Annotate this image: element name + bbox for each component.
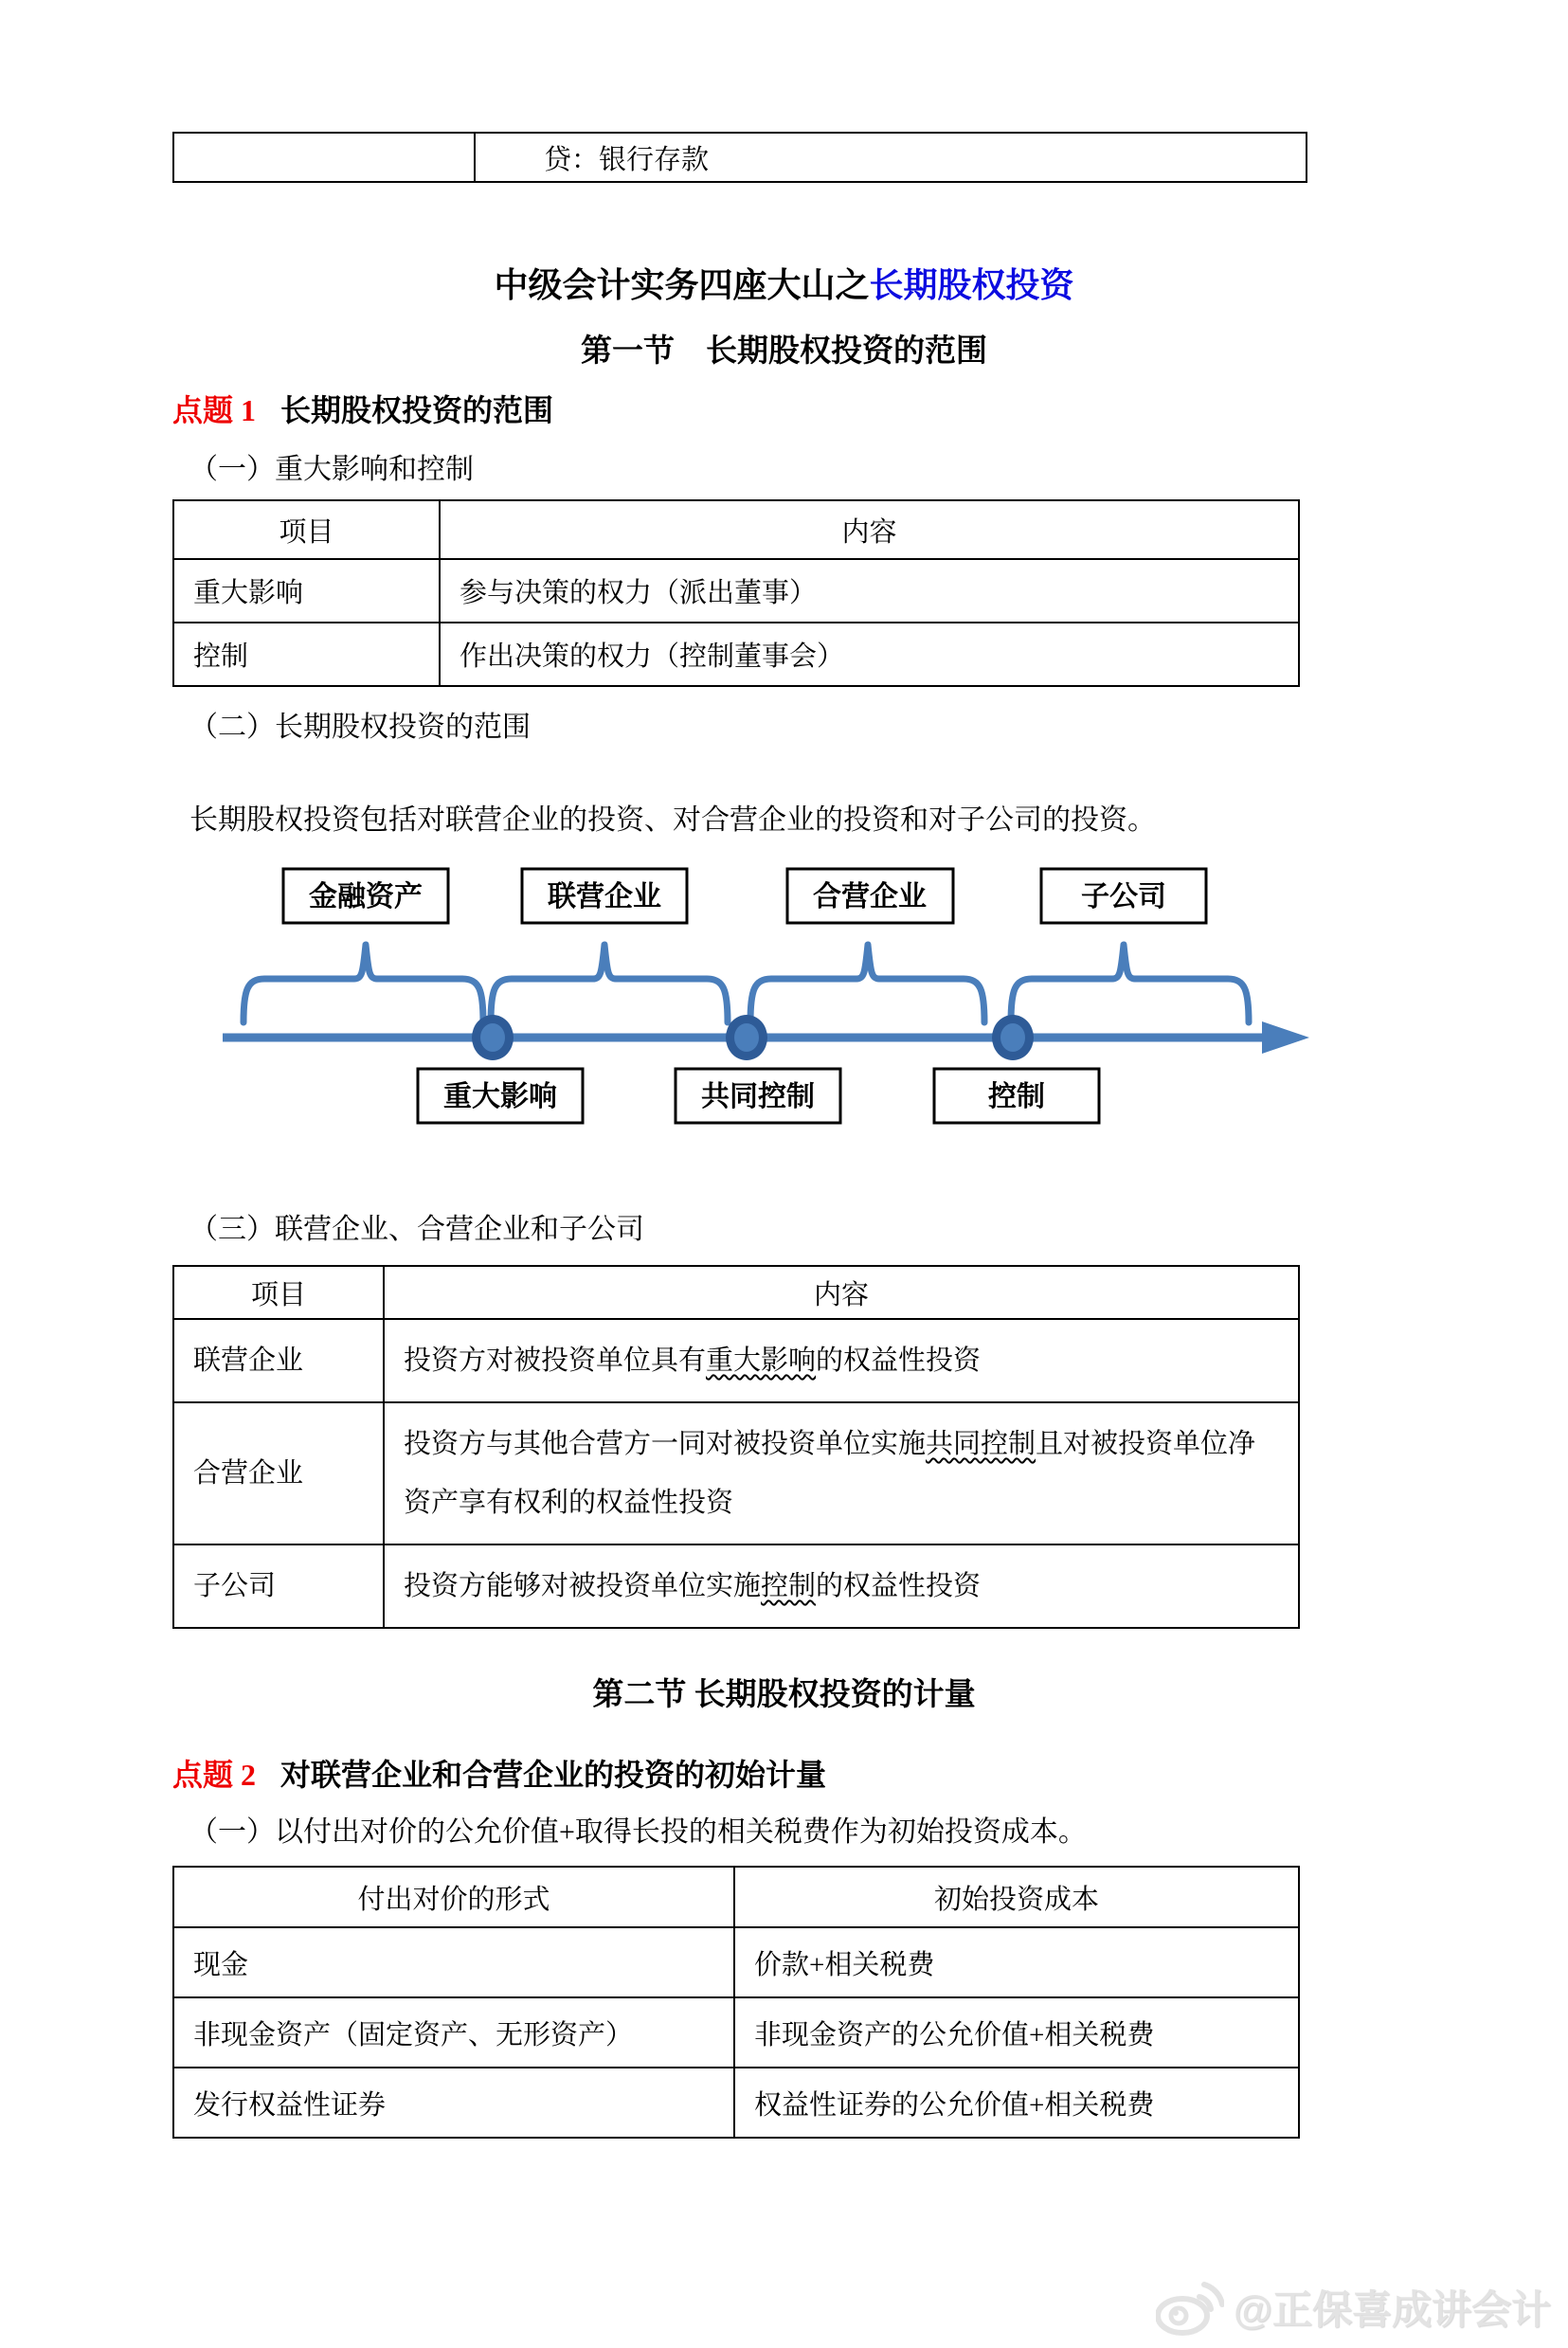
- point-2-label: 点题 2: [172, 1758, 257, 1792]
- box-label: 子公司: [1081, 881, 1166, 912]
- box-label: 联营企业: [548, 881, 661, 912]
- brace-3: [750, 945, 984, 1022]
- point-2-line: [172, 1754, 1396, 1796]
- table-header-row: [173, 1266, 1299, 1319]
- row-content: [384, 1544, 1299, 1628]
- table-row: [173, 1544, 1299, 1628]
- point-1-line: [172, 389, 1396, 431]
- equity-scope-diagram: [142, 852, 1326, 1146]
- box-label: 重大影响: [443, 1081, 557, 1112]
- column-header-initial-cost: 初始投资成本: [734, 1867, 1299, 1927]
- weibo-icon: [1156, 2278, 1224, 2337]
- subheading-1-3: （三）联营企业、合营企业和子公司: [189, 1214, 644, 1245]
- subheading-1-2: （二）长期股权投资的范围: [189, 712, 531, 743]
- table-header-row: [173, 500, 1299, 559]
- table-row: [173, 559, 1299, 623]
- brace-2: [491, 945, 728, 1022]
- row-item: 控制: [173, 623, 440, 686]
- table-row: [173, 2068, 1299, 2138]
- point-1-text: 长期股权投资的范围: [280, 393, 554, 427]
- content-keyword: 控制: [761, 1571, 817, 1601]
- row-content: [384, 1319, 1299, 1402]
- top-box-associate: [522, 869, 687, 923]
- content-text: 投资方对被投资单位具有: [404, 1346, 707, 1376]
- subheading-2-1: （一）以付出对价的公允价值+取得长投的相关税费作为初始投资成本。: [189, 1816, 1087, 1848]
- brace-4: [1011, 945, 1249, 1022]
- box-label: 控制: [988, 1081, 1045, 1112]
- top-box-joint-venture: [787, 869, 953, 923]
- page-title-highlight: 长期股权投资: [869, 266, 1074, 304]
- box-label: 共同控制: [701, 1081, 815, 1112]
- row-form: 现金: [173, 1927, 734, 1997]
- table-row: [173, 1319, 1299, 1402]
- brace-1: [243, 945, 483, 1022]
- table-row: [173, 1927, 1299, 1997]
- fragment-cell-credit-entry: 贷：银行存款: [475, 133, 1307, 182]
- point-1-label: 点题 1: [172, 393, 257, 427]
- content-text: 的权益性投资: [816, 1571, 982, 1601]
- content-keyword: 共同控制: [926, 1429, 1036, 1459]
- brace-group: [243, 945, 1249, 1022]
- row-cost: 非现金资产的公允价值+相关税费: [734, 1997, 1299, 2068]
- page-title: [172, 264, 1396, 306]
- box-label: 合营企业: [813, 881, 927, 912]
- row-item: 重大影响: [173, 559, 440, 623]
- column-header-content: 内容: [440, 500, 1299, 559]
- content-text: 投资方能够对被投资单位实施: [404, 1571, 762, 1601]
- table-row: [173, 1402, 1299, 1544]
- row-content: 参与决策的权力（派出董事）: [440, 559, 1299, 623]
- point-2-text: 对联营企业和合营企业的投资的初始计量: [280, 1758, 827, 1792]
- section-2-heading: 第二节 长期股权投资的计量: [592, 1678, 976, 1712]
- row-cost: 权益性证券的公允价值+相关税费: [734, 2068, 1299, 2138]
- row-item: 联营企业: [173, 1319, 384, 1402]
- row-form: 发行权益性证券: [173, 2068, 734, 2138]
- top-box-financial-assets: [283, 869, 448, 923]
- bottom-box-control: [934, 1069, 1099, 1123]
- influence-control-table: [172, 499, 1300, 687]
- watermark: [1156, 2278, 1551, 2337]
- content-text: 且对被投资单位净资产享有权利的权益性投资: [404, 1429, 1256, 1518]
- bottom-box-joint-control: [676, 1069, 840, 1123]
- box-label: 金融资产: [309, 881, 423, 912]
- watermark-handle: @正保喜成讲会计: [1234, 2287, 1551, 2332]
- table-header-row: [173, 1867, 1299, 1927]
- content-text: 投资方与其他合营方一同对被投资单位实施: [404, 1429, 927, 1459]
- section-1-heading: 第一节 长期股权投资的范围: [581, 334, 987, 369]
- document-page: [172, 132, 1396, 2139]
- column-header-item: 项目: [173, 500, 440, 559]
- bottom-box-significant-influence: [418, 1069, 583, 1123]
- content-keyword: 重大影响: [706, 1346, 817, 1376]
- row-item: 子公司: [173, 1544, 384, 1628]
- row-form: 非现金资产（固定资产、无形资产）: [173, 1997, 734, 2068]
- row-content: [384, 1402, 1299, 1544]
- row-content: 作出决策的权力（控制董事会）: [440, 623, 1299, 686]
- content-text: 的权益性投资: [816, 1346, 982, 1376]
- scope-definition-table: [172, 1265, 1300, 1629]
- fragment-table: [172, 132, 1307, 183]
- arrowhead: [1262, 1021, 1309, 1054]
- table-row: [173, 1997, 1299, 2068]
- scope-paragraph: 长期股权投资包括对联营企业的投资、对合营企业的投资和对子公司的投资。: [189, 804, 1156, 836]
- column-header-item: 项目: [173, 1266, 384, 1319]
- table-row: [173, 623, 1299, 686]
- top-box-subsidiary: [1041, 869, 1206, 923]
- initial-cost-table: [172, 1866, 1300, 2139]
- row-cost: 价款+相关税费: [734, 1927, 1299, 1997]
- table-row: [173, 133, 1307, 182]
- column-header-content: 内容: [384, 1266, 1299, 1319]
- row-item: 合营企业: [173, 1402, 384, 1544]
- column-header-consideration-form: 付出对价的形式: [173, 1867, 734, 1927]
- page-title-prefix: 中级会计实务四座大山之: [494, 266, 870, 304]
- fragment-cell-empty: [173, 133, 475, 182]
- subheading-1-1: （一）重大影响和控制: [189, 454, 474, 485]
